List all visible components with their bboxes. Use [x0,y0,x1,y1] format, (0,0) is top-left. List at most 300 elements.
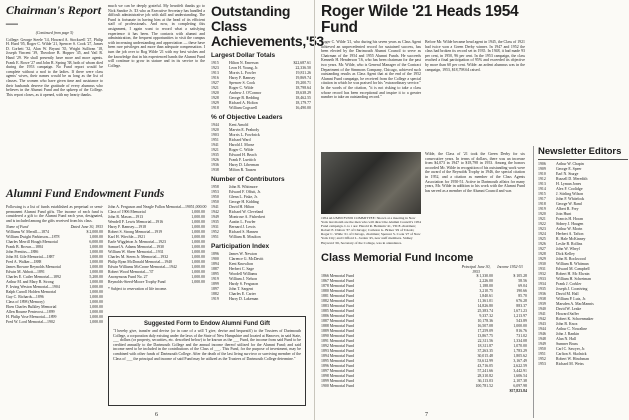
largest-list [211,61,311,111]
memorial-income: 69.04 [518,284,527,289]
agent-name: Edward F. Offutt, Jr. [229,190,261,194]
agent-name: John R. Whitmore [229,185,258,189]
agent-name: David H. Hilton [229,205,255,209]
newsletter-title: Newsletter Editors [538,146,622,157]
endowment-header [6,188,206,206]
fund-name: Williams W. Merrill—1874 [6,230,49,235]
fund-amount: 1,000.00 [89,235,103,240]
newsletter-rule [538,159,628,160]
fund-name: Guy C. Richards—1896 [6,295,44,300]
agent-name: Roger C. Wilde [229,86,254,90]
class-year: 1922 [538,222,546,226]
class-year: 1925 [538,237,546,241]
dollar-total: $22,687.61 [293,61,311,65]
agent-name: Harry D. Liberman [229,163,259,167]
agent-name: Clarence G. McDavitt [229,257,264,261]
memorial-principal: 53,612.99 [477,359,493,364]
class-year: 1942 [538,317,546,321]
memorial-income: 190.66 [516,289,527,294]
editor-name: William H. Schreiman [556,277,591,281]
memorial-fund-name: 1888 Memorial Fund [321,324,355,329]
memorial-fund-name: 1892 Memorial Fund [321,344,355,349]
funds-b-row [108,280,205,285]
editors-row [538,362,628,367]
class-year: 1895 [211,272,219,276]
memorial-principal: 1,188.00 [479,284,493,289]
memorial-income: 1,783.29 [513,349,527,354]
memorial-income: 1,213.97 [513,314,527,319]
fund-name: Philip Ryan McDonald Memorial—1940 [108,260,172,264]
memorial-income: 1,070.00 [513,344,527,349]
agent-name: Kent Arnold [229,123,249,127]
class-year: 1951 [211,235,219,239]
memorial-fund-name: 1886 Memorial Fund [321,314,355,319]
wilde-body: Roger C. Wilde '21, who during his seven years as Class Agent achieved an unprecedented record for sustained success, has been elected by the Dartmouth Alumni Council to serve as Chairman of the 1954 and 1955 Alumni Funds. He succeeds Kenneth H. Henderson '16, who has been chairman for the past two years. Mr. Wilde, who is General Manager of the Contract Department of the Simmons Company, Chicago, achieved such outstanding results as Class Agent that at the end of the 1952 Alumni Fund campaign, he received from the College a special citation in which he was praised for his "extraordinary service." In the words of the citation, "it is not risking to take a class whose record has been exceptional and inspire it to a greater number to take an outstanding record." [321,40,421,100]
memorial-principal: 17,259.09 [477,329,493,334]
memorial-fund-name: 1887 Memorial Fund [321,319,355,324]
memorial-fund-name: 1896 Memorial Fund [321,364,355,369]
agent-name: Glenn L. Fiske, Jr. [229,195,258,199]
class-year: 1949 [538,342,546,346]
dollar-total: 18,179.77 [295,101,311,105]
fund-name: Edwin M. Abbott—1891 [6,270,45,275]
fund-amount: 1,000.00 [191,240,205,244]
endowment-list-b [108,205,205,285]
class-year: 1918 [211,106,219,110]
contributors-title: Number of Contributors [211,176,285,183]
fund-amount: 1,000.00 [191,270,205,274]
contributors-row [211,235,311,240]
memorial-income: 2,622.59 [513,364,527,369]
fund-amount: 1,000.00 [89,265,103,270]
agent-name: Harold J. Morse [229,143,255,147]
class-year: 1952 [538,357,546,361]
class-year: 1882 [211,292,219,296]
memorial-principal: 22,311.56 [477,339,493,344]
class-year: 1929 [211,101,219,105]
memorial-head [321,265,527,274]
editor-name: Arthur C. Nowaline [556,327,588,331]
outstanding-col [211,3,324,316]
class-year: 1887 [211,267,219,271]
editor-name: George E. Speer [556,167,582,171]
chairmans-report-col1 [6,4,103,186]
class-year: 1950 [538,347,546,351]
memorial-principal: 43,716.05 [477,364,493,369]
fund-name: Karl H. Wiechle—1921 [108,235,146,239]
agent-name: Morris L. Fowler [229,71,256,75]
fund-name: Samuel A. Adams Memorial—1930 [108,245,164,249]
editor-name: David W. Leake [556,307,582,311]
memorial-title: Class Memorial Fund Income [321,252,474,264]
editor-name: John W. Wheyl [556,247,580,251]
class-year: 1939 [538,302,546,306]
agent-name: Bernard J. Lewis [229,225,256,229]
editor-name: Joseph J. Cooniving [556,287,588,291]
class-year: 1923 [211,66,219,70]
class-year: 1919 [538,207,546,211]
fund-amount: 6,000.00 [89,240,103,245]
class-year: 1941 [538,312,546,316]
funds-a-row [6,320,103,325]
endowment-title: Alumni Fund Endowment Funds [6,188,165,200]
agent-name: Leon H. Young, Jr. [229,66,259,70]
memorial-income: $ 105.28 [513,274,527,279]
agent-name: James W. Newton [229,252,257,256]
class-year: 1931 [538,267,546,271]
memorial-income: 1,671.23 [513,309,527,314]
class-year: 1914 [538,187,546,191]
agent-name: Richard Ward [229,138,251,142]
editor-name: J. Stirling Wilson [556,192,584,196]
class-year: 1919 [211,297,219,301]
editor-name: Arthur W. Chapin [556,162,584,166]
memorial-income: 3,167.49 [513,359,527,364]
memorial-fund-name: 1880 Memorial Fund [321,289,355,294]
editor-name: Arthur W. Morin [556,227,583,231]
class-year: 1913 [211,71,219,75]
class-year: 1910 [538,172,546,176]
class-year: 1935 [211,153,219,157]
editor-name: George W. Rand [556,202,582,206]
class-year: 1952 [211,230,219,234]
class-year: 1936 [211,163,219,167]
fund-amount: 1,000.00 [89,300,103,305]
editor-name: Marsden A. MacMannis [556,302,594,306]
memorial-principal: 1,840.61 [479,294,493,299]
class-year: 1929 [538,257,546,261]
memorial-fund-name: 1878 Memorial Fund [321,284,355,289]
editor-name: Albert R. Frey [556,207,579,211]
agent-name: Hilton N. Emerson [229,61,259,65]
agent-name: Roger C. Wilde [229,148,254,152]
memorial-income: 1,805.62 [513,354,527,359]
class-year: 1906 [538,162,546,166]
agent-name: Edward H. Beach [229,153,257,157]
participation-title: Participation Index [211,243,270,250]
fund-amount: 1,000.00 [89,260,103,265]
class-year: 1921 [211,148,219,152]
fund-name: Class of 1906 Memorial [108,210,146,214]
fund-name: John A. Ferguson and Neagle Fallon Memorial—1905 [108,205,193,209]
editor-name: Dick Kelley [556,252,575,256]
wilde-body-3: Wilde, the Class of '21 took the Green Derby for six consecutive years. In terms of dollars, there was an increase from $4,073 in 1947 to $18,798 in 1953. Among the honors accorded Mr. Wilde in recognition of his outstanding work were the award of the Reynolds Trophy in 1946, the special citation in 1952, and a citation as member of the Class Agents Association for 1950-51. Active in Dartmouth affairs for many years, Mr. Wilde in addition to his work with the Alumni Fund has served as a member of the Alumni Council and was [425,152,525,193]
editor-name: Alan N. Hall [556,337,576,341]
wilde-header [321,4,531,40]
agent-name: Charles E. Carter [229,292,256,296]
dollar-total: 22,336.50 [295,66,311,70]
agent-name: Milton R. Tausen [229,168,256,172]
class-year: 1943 [538,322,546,326]
class-year: 1941 [211,143,219,147]
memorial-income: 2,107.38 [513,379,527,384]
editor-name: Sidney J. Haugen [556,222,584,226]
class-year: 1918 [538,202,546,206]
suggested-form-title: Suggested Form to Endow Alumni Fund Gift [143,321,271,327]
memorial-fund-name: 1866 Memorial Fund [321,274,355,279]
wilde-col1 [321,40,421,150]
memorial-principal: 14,826.80 [477,304,493,309]
class-year: 1926 [538,242,546,246]
fund-name: Charles M. Sterm Jr. Memorial—1932 [108,255,169,259]
memorial-principal: 25,383.74 [477,309,493,314]
class-year: 1923 [538,227,546,231]
fund-amount: 1,000.00 [89,290,103,295]
class-year: 1928 [538,252,546,256]
largest-title: Largest Dollar Totals [211,52,276,59]
class-year: 1909 [538,167,546,171]
dollar-total: 16,490.00 [295,106,311,110]
memorial-income: 1,334.08 [513,339,527,344]
fund-name: Reynolds-Steed-Moore Trophy Fund [108,280,166,284]
memorial-principal: 37,263.35 [477,349,493,354]
chairmans-report-body: College: George Steele '14, Howard A. Stockwell '27, Philip H. Hurd '05, Roger C. Wilde '21, Spencer S. Cook '27, James D. Corbett '32, Alan W. Bryant '35, Wright Sullivan '18, Joseph Vincent '39, Theodore B. Hopper '45, and Vail R. Hand '29. We shall presently have more and more agents. Frank E. Rowe '27 and John R. Spring '38, both of whom died during the 1953 campaign. No Fund report would be complete without a nod to the ladies. If there were class agents' wives, their names would be as long as the list of classes. The women who have given time and assistance to their husbands deserve the gratitude of every alumnus who believes in the Alumni Fund and the upkeep of the College. This report closes, as it opened, with my hearty thanks. [6,37,103,97]
agent-name: Austin L. Fowler [229,220,256,224]
class-year: 1915 [538,192,546,196]
class-year: 1949 [211,215,219,219]
fund-name: Fred A. Walker—1888 [6,260,42,265]
editor-name: Leslie B. Rollins [556,242,583,246]
objective-row [211,168,311,173]
fund-name: Allen Bourne Pentecost—1899 [6,310,55,315]
objective-list [211,123,311,173]
fund-amount: 1,000.00 [191,275,205,279]
fund-amount: 1,000.00 [89,295,103,300]
memorial-principal: 30,015.48 [477,354,493,359]
class-year: 1921 [538,217,546,221]
class-year: 1958 [211,185,219,189]
memorial-principal: 9,337.32 [479,314,493,319]
wilde-title: Roger Wilde '21 Heads 1954 Fund [321,3,519,36]
page-number-right: 7 [425,412,428,418]
agent-name: Harry F. Ramsey [229,76,256,80]
right-page [314,0,629,420]
editor-name: John J. Rankin [556,332,580,336]
class-year: 1897 [211,287,219,291]
fund-name: Fred W. Lord Memorial—1902 [6,320,55,325]
class-year: 1928 [211,96,219,100]
memorial-principal: 36,113.03 [477,379,493,384]
agent-name: Richard A. Holton [229,101,258,105]
class-year: 1948 [538,337,546,341]
endowment-head-name: Name of Fund [6,225,29,230]
wilde-body-2: Before Mr. Wilde became head agent in 1945, the Class of 1921 had twice won a Green Derby winner. In 1947 and 1952 the class had broken its record set in 1935. In 1948, it had made 93 per cent, in 1950, 96 per cent. In the 1953 campaign, the class reached a final participation of 95% and exceeded its objective by more than 60 per cent. Wilde: an ardent alumnus was in the campaign, 1953, $18,798.64 raised. [425,40,525,72]
memorial-principal: $ 1,330.00 [476,274,493,279]
fund-name: Arthur M. and Mary B. Strong [6,280,54,285]
class-year: 1934 [538,282,546,286]
fund-name: William W. Sheer Memorial—1931 [108,250,164,254]
fund-amount: 1,000.00 [191,215,205,219]
memorial-principal: 13,867.75 [477,334,493,339]
memorial-fund-name: 1883 Memorial Fund [321,304,355,309]
page-number-left: 6 [155,412,158,418]
agent-name: Harry D. Lakeman [229,297,259,301]
fund-amount: 1,000.00 [191,260,205,264]
fund-name: Charles E. Cutler Memorial—1892 [6,275,61,280]
agent-name: Morris L. Fowbrick [229,133,260,137]
memorial-principal: 16,507.08 [477,324,493,329]
fund-amount: 1,000.00 [192,205,207,209]
class-year: 1938 [211,168,219,172]
memorial-fund-name: 1893 Memorial Fund [321,349,355,354]
fund-name: Ralph Carroll Holden Memorial [6,290,57,295]
continued-note: (Continued from page 5) [35,31,74,35]
agent-name: Andrew J. O'Connor [229,91,262,95]
endowment-col1 [6,205,103,410]
fund-name: Class of 1898 (Memory) [6,300,45,305]
memorial-fund-name: 1894 Memorial Fund [321,354,355,359]
agent-name: Woodell Williams [229,272,258,276]
class-year: 1927 [211,81,219,85]
memorial-income: 6,097.98 [513,384,527,389]
class-year: 1920 [211,128,219,132]
fund-name: William Dwight Parkinson—1878 [6,235,60,240]
agent-name: Montrose A. Fisherkeri [229,215,266,219]
memorial-income: 731.02 [516,334,527,339]
editor-name: William R. Whitman [556,262,589,266]
committee-photo [321,152,421,214]
memorial-principal: 57,241.66 [477,369,493,374]
memorial-head-income: Income 1952-53 [497,265,523,269]
memorial-fund-name: 1881 Memorial Fund [321,294,355,299]
editor-name: Francis H. Horan [556,217,583,221]
editor-name: Earl N. Sturge [556,172,579,176]
editor-name: John R. Rockwood [556,257,586,261]
fund-amount: 1,000.00 [89,250,103,255]
memorial-income: 58.56 [518,279,527,284]
memorial-principal: 10,178.36 [477,319,493,324]
memorial-block [321,252,527,414]
class-year: 1915 [211,61,219,65]
class-year: 1916 [211,76,219,80]
class-year: 1938 [538,297,546,301]
class-year: 1920 [211,91,219,95]
editor-name: Robert K. Schoenmaker [556,317,594,321]
editor-name: R. Hale McKinney [556,237,586,241]
fund-amount: 1,000.00 [89,270,103,275]
class-year: 1932 [538,272,546,276]
memorial-fund-name: 1895 Memorial Fund [321,359,355,364]
agent-name: William J. Nelson [229,277,258,281]
memorial-income: 1,000.00 [513,324,527,329]
memorial-principal: 100,781.52 [475,384,493,389]
fund-name: Frank B. Brown—1884 [6,245,43,250]
class-year: 1935 [538,287,546,291]
editor-name: Russell D. Meredith [556,177,588,181]
editor-name: William P. Lutz, Jr. [556,297,586,301]
fund-name: Robert Wood Memorial—'37 [108,270,154,274]
editor-name: Edward M. Campbell [556,267,590,271]
memorial-income: 543.89 [516,319,527,324]
memorial-fund-name: 1867 Memorial Fund [321,279,355,284]
newsletter-list [538,162,628,367]
editor-name: Alex F. Coolidge [556,187,583,191]
editor-name: Robert H. Mc Elwain [556,272,590,276]
editor-name: David M. Hall [556,292,579,296]
class-year: 1941 [211,205,219,209]
wilde-col3 [425,152,525,250]
class-year: 1920 [538,212,546,216]
class-year: 1950 [211,195,219,199]
editor-name: Carlton S. Skolnick [556,352,587,356]
memorial-principal: 18,311.87 [477,344,493,349]
class-year: 1942 [211,210,219,214]
dollar-total: 19,200.71 [295,81,311,85]
class-year: 1953 [211,190,219,194]
suggested-form-box [108,316,306,406]
class-year: 1946 [538,332,546,336]
fund-name: Charles Merrill Hough Memorial [6,240,58,245]
memorial-fund-name: 1885 Memorial Fund [321,309,355,314]
endowment-col2 [108,205,205,315]
endowment-footnote: * Subject to reservation of life income. [108,287,168,291]
dollar-total: 18,798.64 [295,86,311,90]
agent-name: Spencer S. Cook [229,81,256,85]
class-year: 1951 [538,352,546,356]
fund-amount: 1,000.00 [191,265,205,269]
class-year: 1921 [211,86,219,90]
participation-list [211,252,311,302]
agent-name: John T. Sargent [229,287,254,291]
fund-amount: $ 2,000.00 [86,230,103,235]
suggested-form-body: "I hereby give, transfer and devise (or in case of a will 'I give, devise and bequeath') to the Trustees of Dartmouth College, a corporation duly existing under the laws of the State of New Hampshire and located at Hanover, in said State, ___ dollars (or property, securities, etc. described below) to be known as the ___ Fund, the income from said Fund to be credited annually to the Dartmouth College and the annual income thereof utilized for the Alumni Fund; and said income need to be included in the contributions of the Class of ___. This Fund, for the purpose of investment, may be combined with other funds of Dartmouth College. After the death of the last living survivor or surviving member of the Class of ___ the principal and income of said Fund may be utilized as the Trustees of Dartmouth College determine." [113,329,301,361]
endowment-head-date: Dated June 30, 1953 [70,225,103,230]
class-year: 1944 [538,327,546,331]
agent-name: George B. Redding [229,96,260,100]
fund-amount: 1,000.00 [191,210,205,214]
dollar-total: 19,869.74 [295,76,311,80]
fund-name: H. Philip Vose Memorial—1899 [6,315,57,320]
dollar-total: 18,638.29 [295,91,311,95]
class-year: 1935 [211,220,219,224]
memorial-total: $57,823.84 [509,389,527,394]
fund-amount: 1,000.00 [191,230,205,234]
editor-name: John B. Knox [556,322,578,326]
fund-name: Robert S. Strong Memorial—1919 [108,230,163,234]
class-year: 1933 [538,277,546,281]
class-year: 1919 [211,277,219,281]
fund-name: Earle Wiggleton Jr. Memorial—1923 [108,240,166,244]
editor-name: H. Lyman Jones [556,182,582,186]
fund-name: John M. Gile Memorial—1887 [6,255,55,260]
memorial-income: 676.28 [516,299,527,304]
editor-name: Sumner Bruss [556,342,578,346]
memorial-income: 1,606.54 [513,374,527,379]
fund-name: John Prentiss—1886 [6,250,39,255]
fund-amount: 1,000.00 [89,305,103,310]
class-year: 1944 [211,123,219,127]
agent-name: Hardy S. Ferguson [229,282,259,286]
fund-amount: 1,000.00 [191,245,205,249]
fund-amount: 1,000.00 [89,255,103,260]
memorial-income: 3,442.91 [513,369,527,374]
editor-name: Howard Saffer [556,312,579,316]
fund-name: James Browne Reynolds Memorial [6,265,61,270]
memorial-principal: 2,226.00 [479,279,493,284]
fund-amount: 1,000.00 [89,320,103,325]
memorial-table [321,274,527,389]
memorial-fund-name: 1891 Memorial Fund [321,339,355,344]
agent-name: George H. Kidding [229,200,259,204]
fund-name: John R. Mason—1913 [108,215,144,219]
editor-name: Herbert A. Tafton [556,232,584,236]
class-year: 1931 [211,225,219,229]
fund-name: F. Irving Weston Memorial—1904 [6,285,60,290]
fund-amount: 1,000.00 [89,285,103,290]
memorial-fund-name: 1890 Memorial Fund [321,334,355,339]
contributors-list [211,185,311,240]
memorial-head-principal: Principal June 30, 1953 [461,265,491,274]
